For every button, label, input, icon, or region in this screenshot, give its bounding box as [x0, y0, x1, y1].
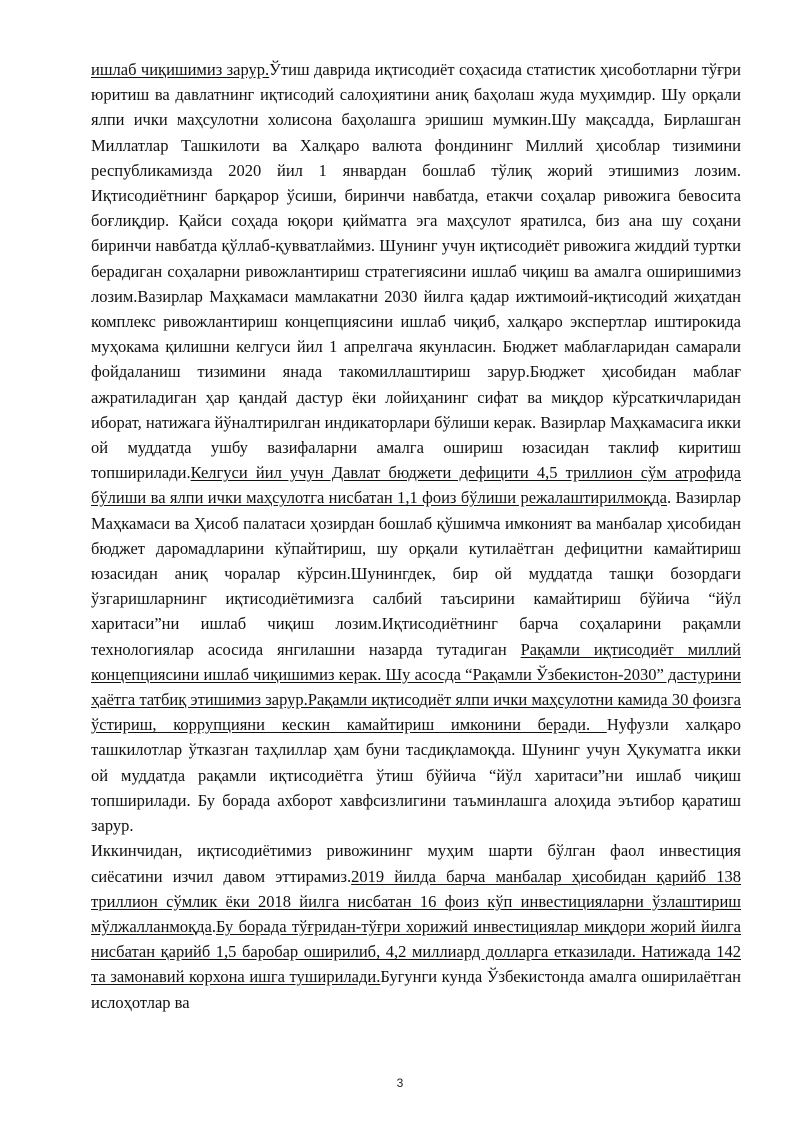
page-number: 3	[396, 1076, 404, 1090]
text-run: 2019 йилда барча манбалар ҳисобидан қарийб 138 триллион сўмлик ёки 2018 йилга нисбатан 16 фоиз кўп инвестицияларни ўзлаштириш мўлжалланмоқда	[91, 866, 741, 936]
text-run: Нуфузли халқаро ташкилотлар ўтказган таҳлиллар ҳам буни тасдиқламоқда. Шунинг учун Ҳукуматга икки ой муддатда рақамли иқтисодиётга ўтиш бўйича “йўл харитаси”ни ишлаб чиқиш топширилади. Бу борада ахборот хавфсизлигини таъминлашга алоҳида эътибор қаратиш зарур.	[91, 715, 741, 836]
paragraph-1	[91, 57, 741, 838]
text-run: Иккинчидан, иқтисодиётимиз ривожининг муҳим шарти бўлган фаол инвестиция сиёсатини изчил давом эттирамиз.	[91, 841, 741, 886]
text-run: Келгуси йил учун Давлат бюджети дефицити 4,5 триллион сўм атрофида бўлиши ва ялпи ички маҳсулотга нисбатан 1,1 фоиз бўлиши режалаштирилмоқда	[91, 463, 741, 508]
text-run: ишлаб чиқишимиз зарур.	[91, 60, 270, 79]
text-run: Рақамли иқтисодиёт миллий концепциясини ишлаб чиқишимиз керак. Шу асосда “Рақамли Ўзбекистон-2030” дастурини ҳаётга татбиқ этишимиз зарур.Рақамли иқтисодиёт ялпи ички маҳсулотни камида 30 фоизга ўстириш, коррупцияни кескин камайтириш имконини беради.	[91, 639, 741, 735]
document-body	[91, 57, 741, 1015]
text-run: Бугунги кунда Ўзбекистонда амалга оширилаётган ислоҳотлар ва	[91, 967, 741, 1012]
text-run: Бу борада тўғридан-тўғри хорижий инвестициялар миқдори жорий йилга нисбатан қарийб 1,5 баробар оширилиб, 4,2 миллиард долларга етказилади. Натижада 142 та замонавий корхона ишга туширилади.	[91, 916, 741, 987]
text-run: .	[211, 916, 216, 936]
text-run: . Вазирлар Маҳкамаси ва Ҳисоб палатаси ҳозирдан бошлаб қўшимча имконият ва манбалар ҳисобидан бюджет даромадларини кўпайтириш, шу орқали кутилаётган дефицитни камайтириш юзасидан аниқ чоралар кўрсин.Шунингдек, бир ой муддатда ташқи бозордаги ўзгаришларнинг иқтисодиётимизга салбий таъсирини камайтириш бўйича “йўл харитаси”ни ишлаб чиқиш лозим.Иқтисодиётнинг барча соҳаларини рақамли технологиялар асосида янгилашни назарда тутадиган	[91, 488, 741, 659]
text-run: Ўтиш даврида иқтисодиёт соҳасида статистик ҳисоботларни тўғри юритиш ва давлатнинг иқтисодий салоҳиятини аниқ баҳолаш жуда муҳимдир. Шу орқали ялпи ички маҳсулотни холисона баҳолашга эришиш мумкин.Шу мақсадда, Бирлашган Миллатлар Ташкилоти ва Халқаро валюта фондининг Миллий ҳисоблар тизимини республикамизда 2020 йил 1 январдан бошлаб тўлиқ жорий этишимиз лозим. Иқтисодиётнинг барқарор ўсиши, биринчи навбатда, етакчи соҳалар ривожига бевосита боғлиқдир. Қайси соҳада юқори қийматга эга маҳсулот яратилса, биз ана шу соҳани биринчи навбатда қўллаб-қувватлаймиз. Шунинг учун иқтисодиёт ривожига жиддий туртки берадиган соҳаларни ривожлантириш стратегиясини ишлаб чиқиш ва амалга оширишимиз лозим.Вазирлар Маҳкамаси мамлакатни 2030 йилга қадар ижтимоий-иқтисодий жиҳатдан комплекс ривожлантириш концепциясини ишлаб чиқиб, халқаро экспертлар иштирокида муҳокама қилишни келгуси йил 1 апрелгача якунласин. Бюджет маблағларидан самарали фойдаланиш тизимини янада такомиллаштириш зарур.Бюджет ҳисобидан маблағ ажратиладиган ҳар қандай дастур ёки лойиҳанинг сифат ва миқдор кўрсаткичларидан иборат, натижага йўналтирилган индикаторлари бўлиши керак. Вазирлар Маҳкамасига икки ой муддатда ушбу вазифаларни амалга ошириш юзасидан таклиф киритиш топширилади.	[91, 60, 741, 483]
paragraph-2	[91, 838, 741, 1014]
